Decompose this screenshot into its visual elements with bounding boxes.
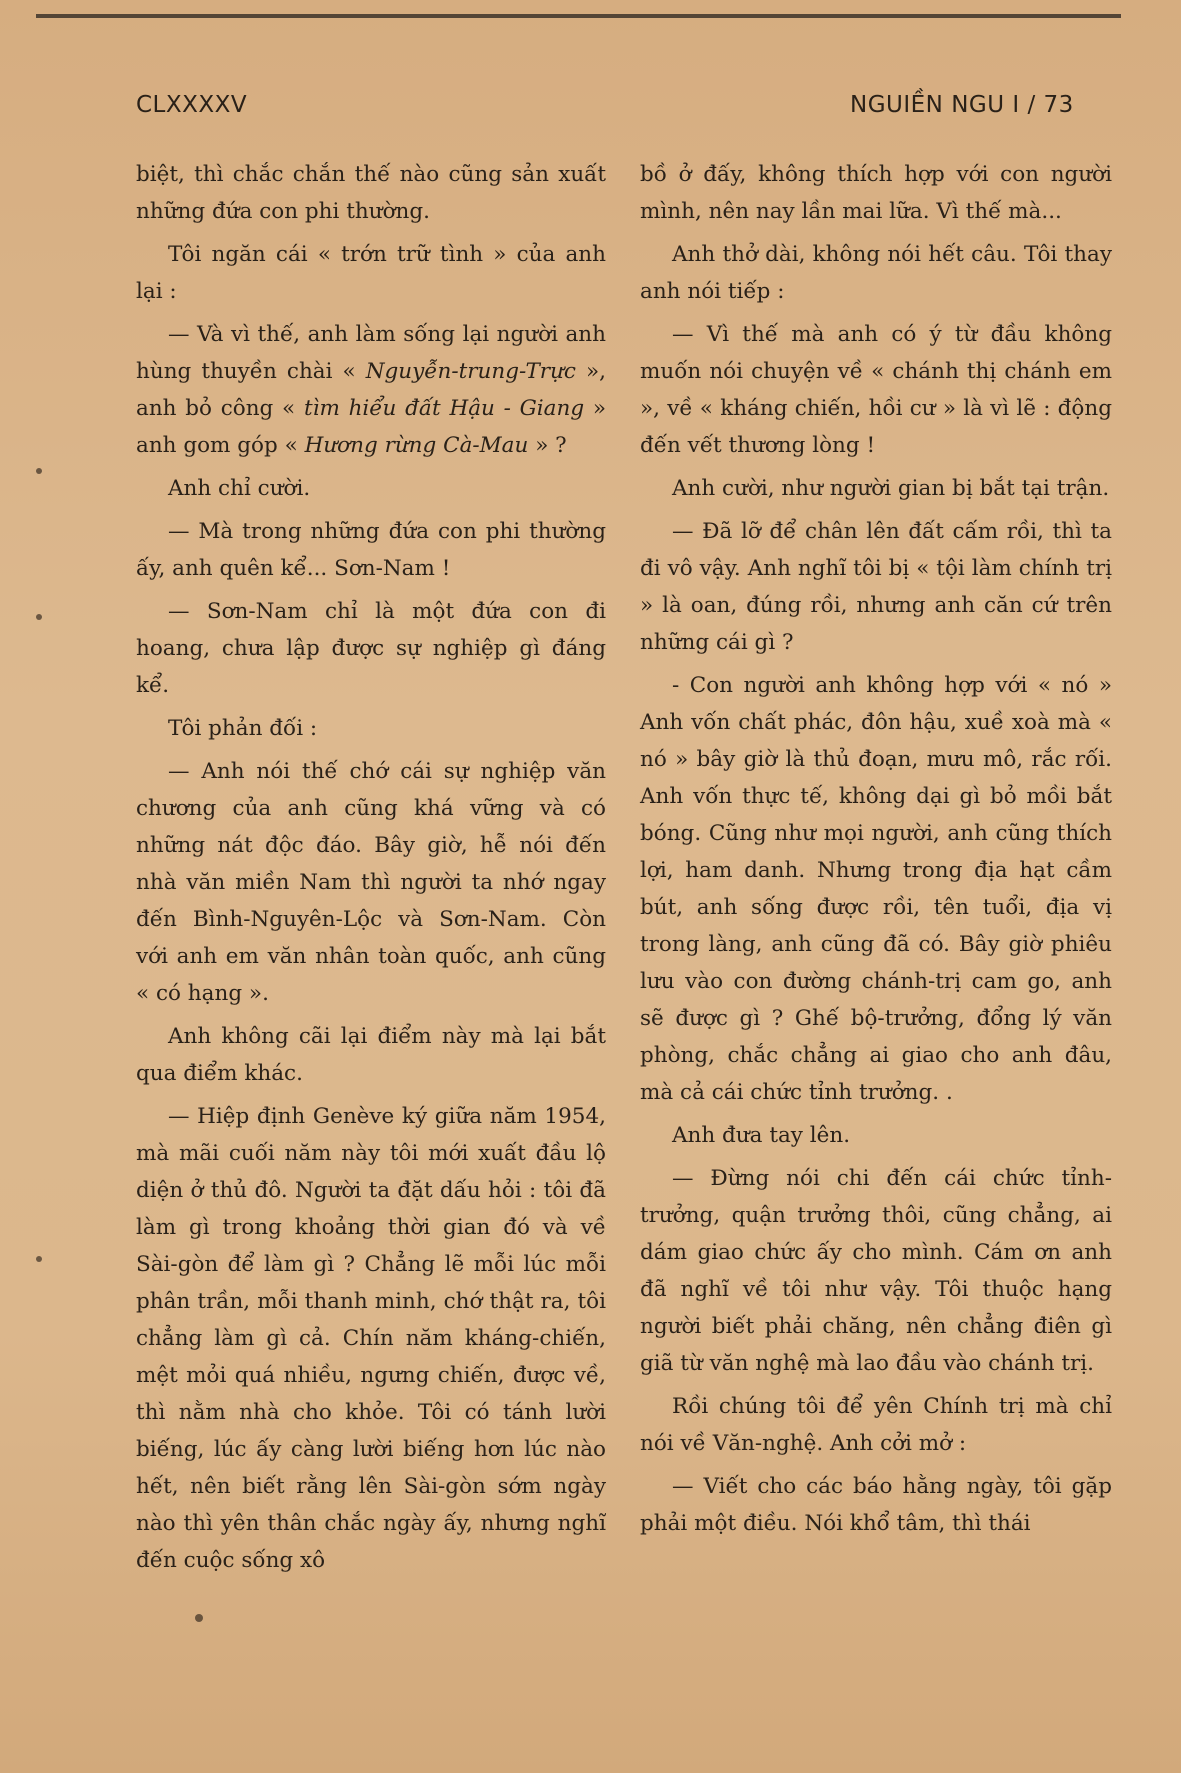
paper-speck: [36, 1256, 42, 1262]
paragraph: biệt, thì chắc chắn thế nào cũng sản xuất những đứa con phi thường.: [136, 162, 606, 224]
paragraph: Rồi chúng tôi để yên Chính trị mà chỉ nói về Văn-nghệ. Anh cởi mở :: [640, 1394, 1112, 1456]
italic-title: Hương rừng Cà-Mau: [304, 433, 529, 458]
paragraph: [136, 316, 606, 464]
paper-speck: [195, 1614, 203, 1622]
paragraph: Anh không cãi lại điểm này mà lại bắt qua điểm khác.: [136, 1024, 606, 1086]
paragraph: — Hiệp định Genève ký giữa năm 1954, mà mãi cuối năm này tôi mới xuất đầu lộ diện ở thủ đô. Người ta đặt dấu hỏi : tôi đã làm gì trong khoảng thời gian đó và về Sài-gòn để làm gì ? Chẳng lẽ mỗi lúc mỗi phân trần, mỗi thanh minh, chớ thật ra, tôi chẳng làm gì cả. Chín năm kháng-chiến, mệt mỏi quá nhiều, ngưng chiến, được về, thì nằm nhà cho khỏe. Tôi có tánh lười biếng, lúc ấy càng lười biếng hơn lúc nào hết, nên biết rằng lên Sài-gòn sớm ngày nào thì yên thân chắc ngày ấy, nhưng nghĩ đến cuộc sống xô: [136, 1104, 606, 1573]
text-run: — Và vì thế, anh làm sống lại người anh hùng thuyền chài «: [136, 322, 606, 384]
paragraph: — Viết cho các báo hằng ngày, tôi gặp phải một điều. Nói khổ tâm, thì thái: [640, 1474, 1112, 1536]
paragraph: Anh thở dài, không nói hết câu. Tôi thay anh nói tiếp :: [640, 242, 1112, 304]
text-run: » anh gom góp «: [136, 396, 606, 458]
paragraph: Tôi ngăn cái « trớn trữ tình » của anh lại :: [136, 242, 606, 304]
italic-title: Nguyễn-trung-Trực: [365, 359, 576, 384]
text-run: », anh bỏ công «: [136, 359, 606, 421]
paragraph: - Con người anh không hợp với « nó » Anh vốn chất phác, đôn hậu, xuề xoà mà « nó » bây giờ là thủ đoạn, mưu mô, rắc rối. Anh vốn thực tế, không dại gì bỏ mồi bắt bóng. Cũng như mọi người, anh cũng thích lợi, ham danh. Nhưng trong địa hạt cầm bút, anh sống được rồi, tên tuổi, địa vị trong làng, anh cũng đã có. Bây giờ phiêu lưu vào con đường chánh-trị cam go, anh sẽ được gì ? Ghế bộ-trưởng, đổng lý văn phòng, chắc chẳng ai giao cho anh đâu, mà cả cái chức tỉnh trưởng. .: [640, 673, 1112, 1105]
left-text-column: [136, 156, 606, 1585]
paper-speck: [36, 614, 42, 620]
page-header: [0, 92, 1181, 132]
paragraph: Anh đưa tay lên.: [672, 1123, 851, 1148]
paragraph: — Mà trong những đứa con phi thường ấy, anh quên kể... Sơn-Nam !: [136, 519, 606, 581]
paragraph: Tôi phản đối :: [168, 716, 318, 741]
chapter-number: CLXXXXV: [136, 92, 248, 118]
running-title-page-number: NGUIỀN NGU I / 73: [850, 92, 1074, 118]
paragraph: Anh chỉ cười.: [168, 476, 311, 501]
italic-title: tìm hiểu đất Hậu - Giang: [303, 396, 585, 421]
paper-speck: [36, 468, 42, 474]
right-text-column: [640, 156, 1112, 1548]
text-run: » ?: [528, 433, 567, 458]
paragraph: — Đừng nói chi đến cái chức tỉnh-trưởng, quận trưởng thôi, cũng chẳng, ai dám giao chức ấy cho mình. Cám ơn anh đã nghĩ về tôi như vậy. Tôi thuộc hạng người biết phải chăng, nên chẳng điên gì giã từ văn nghệ mà lao đầu vào chánh trị.: [640, 1166, 1112, 1376]
paragraph: — Sơn-Nam chỉ là một đứa con đi hoang, chưa lập được sự nghiệp gì đáng kể.: [136, 599, 606, 698]
paragraph: — Đã lỡ để chân lên đất cấm rồi, thì ta đi vô vậy. Anh nghĩ tôi bị « tội làm chính trị » là oan, đúng rồi, nhưng anh căn cứ trên những cái gì ?: [640, 519, 1112, 655]
paragraph: — Anh nói thế chớ cái sự nghiệp văn chương của anh cũng khá vững và có những nát độc đáo. Bây giờ, hễ nói đến nhà văn miền Nam thì người ta nhớ ngay đến Bình-Nguyên-Lộc và Sơn-Nam. Còn với anh em văn nhân toàn quốc, anh cũng « có hạng ».: [136, 759, 606, 1006]
paragraph: bồ ở đấy, không thích hợp với con người mình, nên nay lần mai lữa. Vì thế mà...: [640, 162, 1112, 224]
paragraph: Anh cười, như người gian bị bắt tại trận.: [672, 476, 1110, 501]
top-rule: [36, 14, 1121, 18]
paragraph: — Vì thế mà anh có ý từ đầu không muốn nói chuyện về « chánh thị chánh em », về « kháng chiến, hồi cư » là vì lẽ : động đến vết thương lòng !: [640, 322, 1112, 458]
